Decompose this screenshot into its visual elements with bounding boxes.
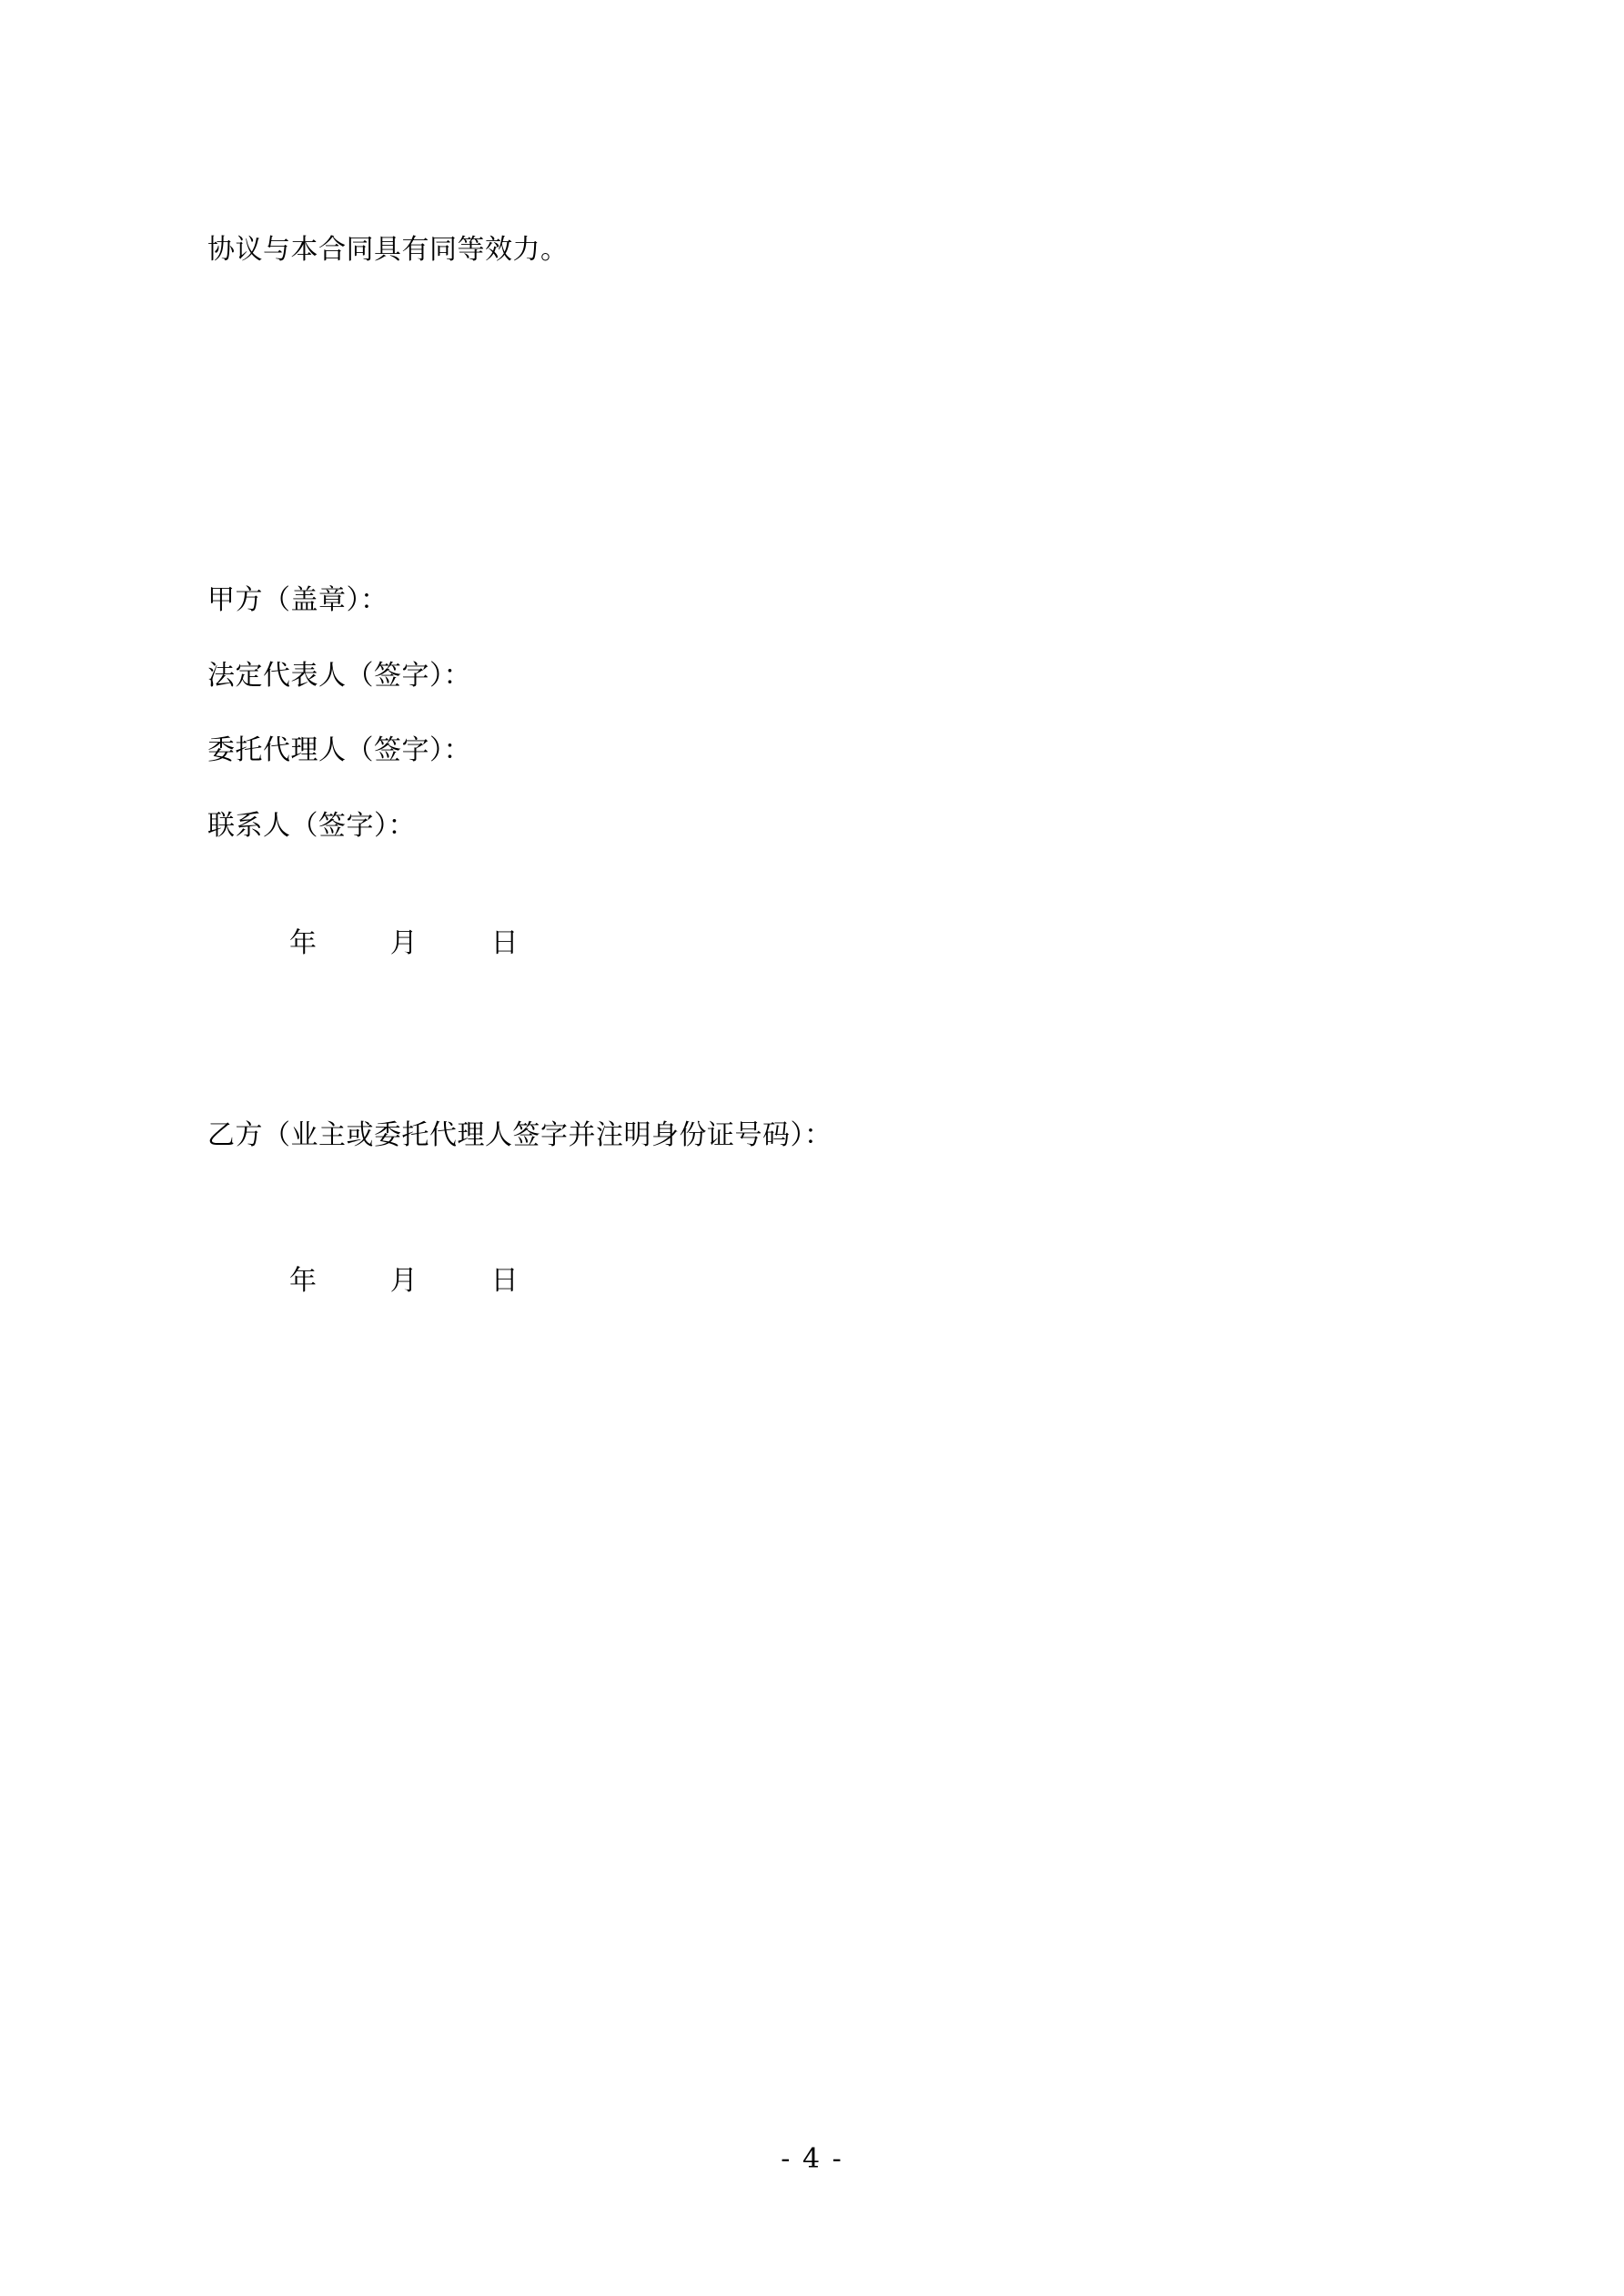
document-body [207,0,1417,1298]
party-b-signature-block [207,1115,1417,1298]
party-b-signature-line: 乙方（业主或委托代理人签字并注明身份证号码）： [207,1119,832,1151]
party-a-authorized-agent-line: 委托代理人（签字）： [207,734,471,766]
party-a-legal-representative-line: 法定代表人（签字）： [207,659,471,692]
page-number-footer: - 4 - [781,2143,843,2175]
party-a-contact-person-line: 联系人（签字）： [207,809,416,842]
party-a-signature-block [207,580,1417,960]
party-a-date-line: 年 月 日 [289,927,519,959]
intro-paragraph: 协议与本合同具有同等效力。 [207,234,569,266]
party-b-date-line: 年 月 日 [289,1264,519,1297]
party-a-seal-line: 甲方（盖章）： [207,584,388,616]
